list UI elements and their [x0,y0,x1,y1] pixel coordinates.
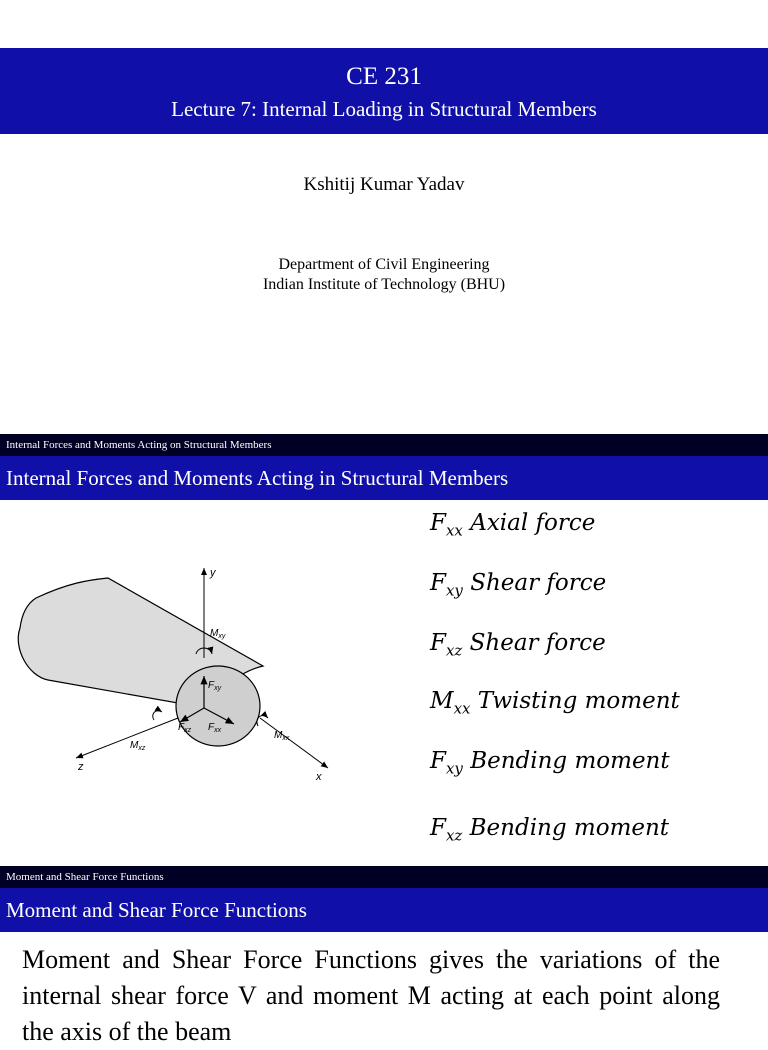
mxx-arc [257,716,268,726]
institute: Indian Institute of Technology (BHU) [262,276,506,293]
svg-text:Mxx [274,730,290,742]
term-bending-moment-y: $F_{xy}$ Bending moment [430,748,670,778]
svg-text:y [209,567,217,579]
term-bending-moment-z: $F_{xz}$ Bending moment [430,815,670,845]
z-axis-label: z [78,761,84,773]
lecture-title: Lecture 7: Internal Loading in Structural Members [171,97,597,121]
x-axis-line [260,718,328,768]
term-shear-force-y: $F_{xy}$ Shear force [430,570,607,600]
z-axis-line [76,718,178,758]
fxy-label: F [208,680,215,691]
mxy-sub-label: xy [218,633,226,640]
fxx-sub-label: xx [214,727,222,734]
fxx-label: F [208,722,215,733]
mxz-sub-label: xz [138,745,146,752]
mxx-sub-label: xx [282,735,290,742]
mxx-label: M [274,730,283,741]
section-label-2: Moment and Shear Force Functions [0,866,768,888]
x-axis-label: x [316,771,322,783]
body-paragraph: Moment and Shear Force Functions gives the variations of the internal shear force V and moment M acting at each point along the axis of the beam [22,945,720,1046]
course-code: CE 231 [346,63,422,90]
fxz-sub-label: xz [184,727,192,734]
svg-text:x [315,771,322,783]
term-axial-force: $F_{xx}$ Axial force [430,510,596,540]
svg-text:Mxz [130,740,146,752]
svg-text:z [77,761,84,773]
slide-heading-2: Moment and Shear Force Functions [0,888,768,932]
mxy-label: M [210,628,219,639]
term-shear-force-z: $F_{xz}$ Shear force [430,630,606,660]
section-label: Internal Forces and Moments Acting on Structural Members [0,434,768,456]
cross-section [176,666,260,746]
mxz-label: M [130,740,139,751]
author-name: Kshitij Kumar Yadav [303,174,465,195]
department: Department of Civil Engineering [278,256,490,273]
slide-heading: Internal Forces and Moments Acting in Structural Members [0,456,768,500]
beam-diagram [8,558,338,788]
fxy-sub-label: xy [214,685,222,692]
title-band [0,48,768,134]
y-axis-label: y [210,567,216,579]
fxz-label: F [178,722,185,733]
svg-text:Mxy [210,628,226,640]
affiliation [0,255,768,295]
mxz-arc [153,711,162,720]
term-twisting-moment: $M_{xx}$ Twisting moment [430,688,680,718]
